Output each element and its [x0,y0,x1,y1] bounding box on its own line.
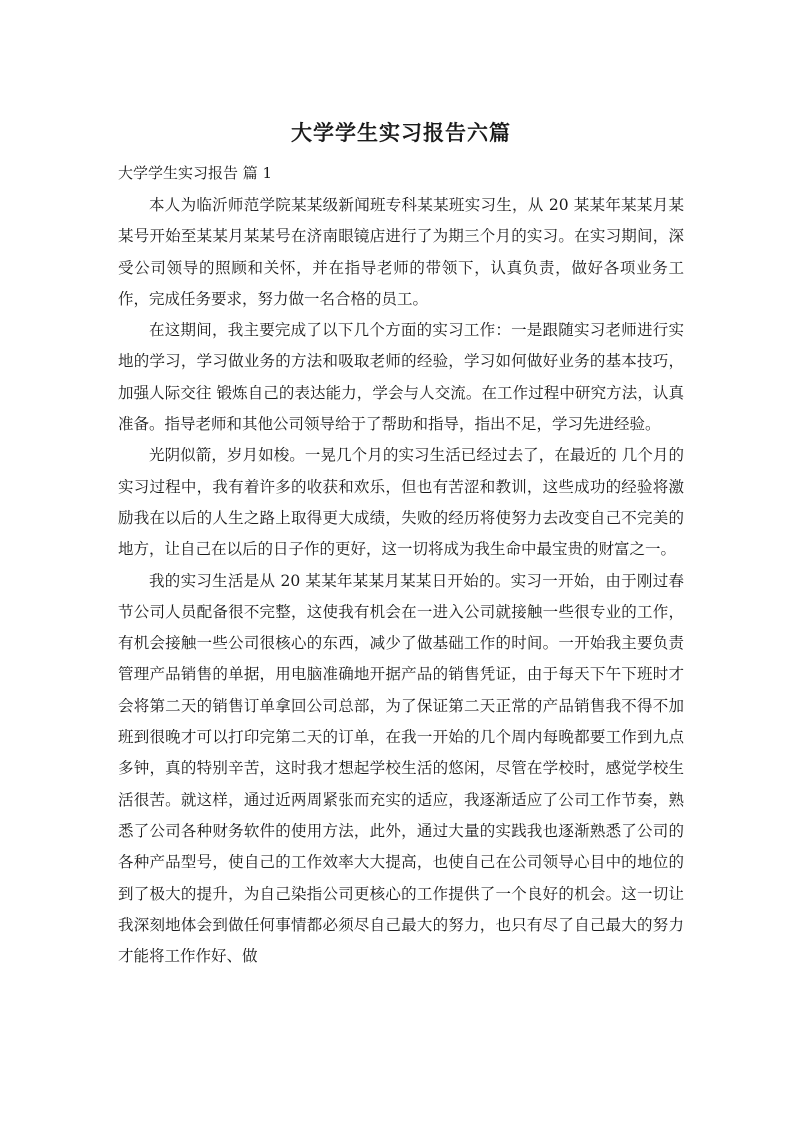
paragraph-1: 本人为临沂师范学院某某级新闻班专科某某班实习生，从 20 某某年某某月某某号开始至某某月某某号在济南眼镜店进行了为期三个月的实习。在实习期间，深受公司领导的照顾和关怀，并在指导老师的带领下，认真负责，做好各项业务工作，完成任务要求，努力做一名合格的员工。 [118,196,684,308]
document-title: 大学学生实习报告六篇 [291,121,511,145]
document-page [118,118,684,972]
paragraph-2: 在这期间，我主要完成了以下几个方面的实习工作：一是跟随实习老师进行实地的学习，学习做业务的方法和吸取老师的经验，学习如何做好业务的基本技巧，加强人际交往 锻炼自己的表达能力，学会与人交流。在工作过程中研究方法，认真准备。指导老师和其他公司领导给于了帮助和指导，指出不足，学习先进经验。 [118,321,684,434]
paragraph-3: 光阴似箭，岁月如梭。一晃几个月的实习生活已经过去了，在最近的 几个月的实习过程中，我有着许多的收获和欢乐，但也有苦涩和教训，这些成功的经验将激励我在以后的人生之路上取得更大成绩，失败的经历将使努力去改变自己不完美的地方，让自己在以后的日子作的更好，这一切将成为我生命中最宝贵的财富之一。 [118,446,684,559]
paragraph-4: 我的实习生活是从 20 某某年某某月某某日开始的。实习一开始，由于刚过春节公司人员配备很不完整，这使我有机会在一进入公司就接触一些很专业的工作，有机会接触一些公司很核心的东西，减少了做基础工作的时间。一开始我主要负责管理产品销售的单据，用电脑准确地开据产品的销售凭证，由于每天下午下班时才会将第二天的销售订单拿回公司总部，为了保证第二天正常的产品销售我不得不加班到很晚才可以打印完第二天的订单，在我一开始的几个周内每晚都要工作到九点多钟，真的特别辛苦，这时我才想起学校生活的悠闲，尽管在学校时，感觉学校生活很苦。就这样，通过近两周紧张而充实的适应，我逐渐适应了公司工作节奏，熟悉了公司各种财务软件的使用方法，此外，通过大量的实践我也逐渐熟悉了公司的各种产品型号，使自己的工作效率大大提高，也使自己在公司领导心目中的地位的到了极大的提升，为自己染指公司更核心的工作提供了一个良好的机会。这一切让我深刻地体会到做任何事情都必须尽自己最大的努力，也只有尽了自己最大的努力才能将工作作好、做 [118,571,684,966]
section-heading: 大学学生实习报告 篇 1 [118,164,273,182]
